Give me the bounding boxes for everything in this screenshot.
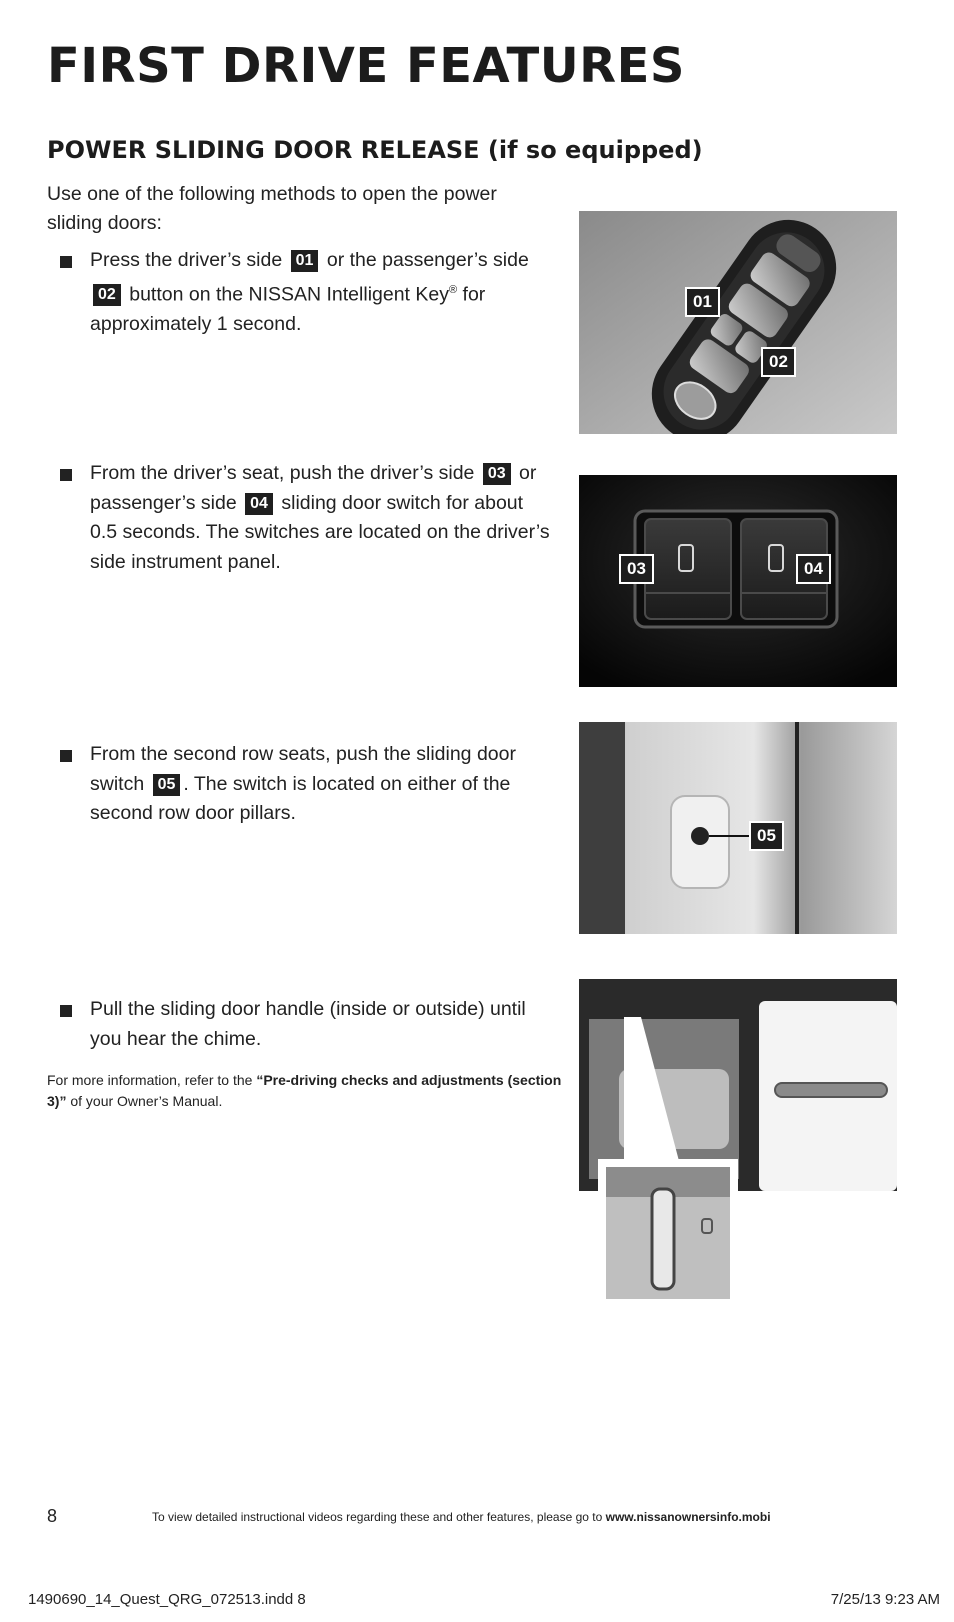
instrument-panel-switch-photo	[579, 475, 897, 687]
key-fob-illustration	[579, 211, 897, 434]
callout-03: 03	[619, 554, 654, 584]
callout-04: 04	[796, 554, 831, 584]
page-title: FIRST DRIVE FEATURES	[47, 38, 685, 94]
door-pillar-switch-photo	[579, 722, 897, 934]
bullet-text: for approximately 1 second.	[90, 283, 486, 335]
door-handle-inset-photo	[598, 1159, 738, 1299]
bullet-instrument-switch	[60, 459, 550, 577]
print-slug-filename: 1490690_14_Quest_QRG_072513.indd 8	[28, 1591, 306, 1608]
section-title: POWER SLIDING DOOR RELEASE (if so equipped)	[47, 136, 703, 164]
bullet-square-icon	[60, 256, 72, 268]
bullet-text: button on the NISSAN Intelligent Key	[129, 283, 449, 305]
bullet-square-icon	[60, 1005, 72, 1017]
callout-05: 05	[749, 821, 784, 851]
page-number: 8	[47, 1506, 58, 1526]
footer-url[interactable]: www.nissanownersinfo.mobi	[605, 1510, 771, 1524]
bullet-text: Press the driver’s side	[90, 249, 283, 271]
more-info-reference: “Pre-driving checks and adjustments (section 3)”	[47, 1072, 562, 1109]
bullet-text: Pull the sliding door handle (inside or outside) until you hear the chime.	[90, 998, 526, 1050]
registered-mark: ®	[449, 283, 458, 296]
callout-01: 01	[685, 287, 720, 317]
bullet-door-handle	[60, 995, 550, 1054]
more-info-prefix: For more information, refer to the	[47, 1072, 253, 1088]
pillar-switch-illustration	[579, 722, 897, 934]
footer-note-text: To view detailed instructional videos regarding these and other features, please go to	[152, 1510, 603, 1524]
footer-note	[152, 1510, 771, 1524]
badge-02: 02	[93, 284, 121, 306]
badge-01: 01	[291, 250, 319, 272]
bullet-square-icon	[60, 750, 72, 762]
bullet-text: From the driver’s seat, push the driver’s side	[90, 462, 475, 484]
more-info-text	[47, 1070, 567, 1112]
bullet-square-icon	[60, 469, 72, 481]
bullet-text: From the second row seats, push the sliding door switch	[90, 743, 516, 795]
inside-handle-illustration	[598, 1159, 738, 1299]
more-info-suffix: of your Owner’s Manual.	[70, 1093, 223, 1109]
intelligent-key-photo	[579, 211, 897, 434]
bullet-pillar-switch	[60, 740, 550, 829]
bullet-text: or passenger’s side	[90, 462, 537, 514]
badge-05: 05	[153, 774, 181, 796]
badge-04: 04	[245, 493, 273, 515]
callout-02: 02	[761, 347, 796, 377]
bullet-text: or the passenger’s side	[326, 249, 529, 271]
bullet-text: sliding door switch for about 0.5 seconds. The switches are located on the driver’s side instrument panel.	[90, 491, 550, 573]
badge-03: 03	[483, 463, 511, 485]
intro-text: Use one of the following methods to open the power sliding doors:	[47, 183, 497, 234]
print-slug-timestamp: 7/25/13 9:23 AM	[830, 1591, 940, 1608]
bullet-text: . The switch is located on either of the second row door pillars.	[90, 772, 511, 824]
bullet-intelligent-key	[60, 246, 550, 339]
